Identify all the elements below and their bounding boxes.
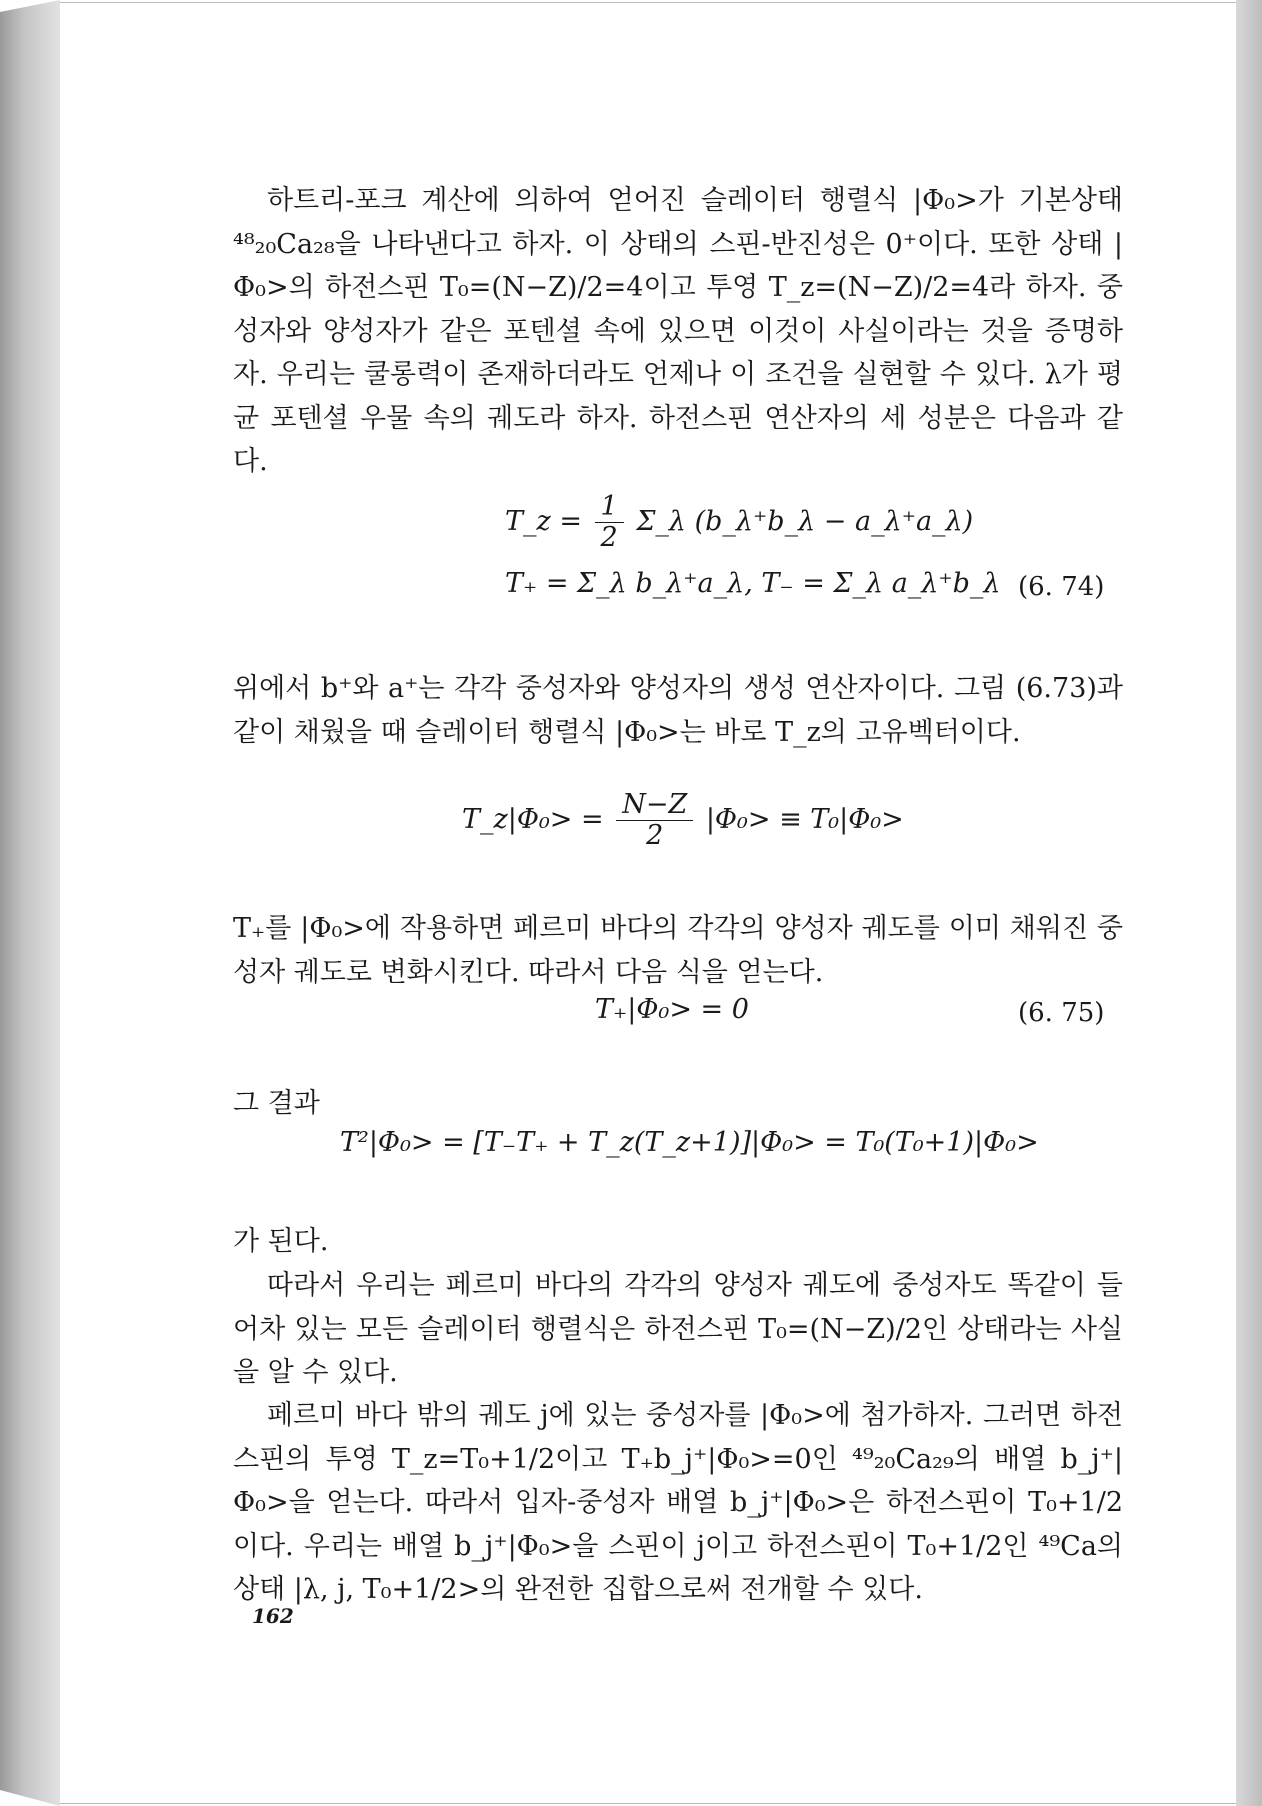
- equation-t-squared: T²|Φ₀> = [T₋T₊ + T_z(T_z+1)]|Φ₀> = T₀(T₀+1)|Φ₀>: [340, 1127, 1039, 1158]
- eq-6-74-fraction-numerator: 1: [595, 492, 624, 523]
- eq-tz-fraction-denominator: 2: [646, 820, 664, 851]
- equation-6-74-line2: T₊ = Σ_λ b_λ⁺a_λ, T₋ = Σ_λ a_λ⁺b_λ: [505, 568, 1001, 599]
- eq-tz-fraction-numerator: N−Z: [616, 790, 693, 821]
- equation-tz-eigen: [462, 790, 904, 851]
- paragraph-result-tail: 가 된다.: [233, 1226, 329, 1257]
- eq-tz-rhs: |Φ₀> ≡ T₀|Φ₀>: [705, 804, 904, 835]
- paragraph-fermi-sea: 따라서 우리는 페르미 바다의 각각의 양성자 궤도에 중성자도 똑같이 들어차 있는 모든 슬레이터 행렬식은 하전스핀 T₀=(N−Z)/2인 상태라는 사실을 알 수 있다.: [233, 1270, 1123, 1388]
- equation-6-75: T₊|Φ₀> = 0: [595, 994, 749, 1025]
- paragraph-result-lead: 그 결과: [233, 1088, 320, 1119]
- equation-number-6-75: (6. 75): [1018, 998, 1105, 1028]
- paragraph-t-plus: T₊를 |Φ₀>에 작용하면 페르미 바다의 각각의 양성자 궤도를 이미 채워진 중성자 궤도로 변화시킨다. 따라서 다음 식을 얻는다.: [233, 913, 1123, 988]
- equation-number-6-74: (6. 74): [1018, 572, 1105, 602]
- page-number: 162: [252, 1604, 294, 1628]
- eq-6-74-lhs: T_z =: [505, 506, 582, 537]
- book-spine-left: [0, 0, 60, 1806]
- eq-6-74-rhs: Σ_λ (b_λ⁺b_λ − a_λ⁺a_λ): [636, 506, 974, 537]
- paragraph-neutron-orbit: 페르미 바다 밖의 궤도 j에 있는 중성자를 |Φ₀>에 첨가하자. 그러면 하전스핀의 투영 T_z=T₀+1/2이고 T₊b_j⁺|Φ₀>=0인 ⁴⁹₂₀Ca₂₉의 배열 b_j⁺|Φ₀>을 얻는다. 따라서 입자-중성자 배열 b_j⁺|Φ₀>은 하전스핀이 T₀+1/2이다. 우리는 배열 b_j⁺|Φ₀>을 스핀이 j이고 하전스핀이 T₀+1/2인 ⁴⁹Ca의 상태 |λ, j, T₀+1/2>의 완전한 집합으로써 전개할 수 있다.: [233, 1400, 1123, 1605]
- paragraph-intro: 하트리-포크 계산에 의하여 얻어진 슬레이터 행렬식 |Φ₀>가 기본상태 ⁴⁸₂₀Ca₂₈을 나타낸다고 하자. 이 상태의 스핀-반진성은 0⁺이다. 또한 상태 |Φ₀>의 하전스핀 T₀=(N−Z)/2=4이고 투영 T_z=(N−Z)/2=4라 하자. 중성자와 양성자가 같은 포텐셜 속에 있으면 이것이 사실이라는 것을 증명하자. 우리는 쿨롱력이 존재하더라도 언제나 이 조건을 실현할 수 있다. λ가 평균 포텐셜 우물 속의 궤도라 하자. 하전스핀 연산자의 세 성분은 다음과 같다.: [233, 185, 1123, 477]
- equation-6-74-line1: [505, 492, 973, 553]
- eq-6-74-fraction-denominator: 2: [600, 522, 618, 553]
- eq-6-74-fraction: [595, 492, 624, 553]
- paragraph-creation-operators: 위에서 b⁺와 a⁺는 각각 중성자와 양성자의 생성 연산자이다. 그림 (6.73)과 같이 채웠을 때 슬레이터 행렬식 |Φ₀>는 바로 T_z의 고유벡터이다.: [233, 673, 1123, 748]
- book-edge-right: [1236, 0, 1262, 1806]
- eq-tz-fraction: [616, 790, 693, 851]
- eq-tz-lhs: T_z|Φ₀> =: [462, 804, 604, 835]
